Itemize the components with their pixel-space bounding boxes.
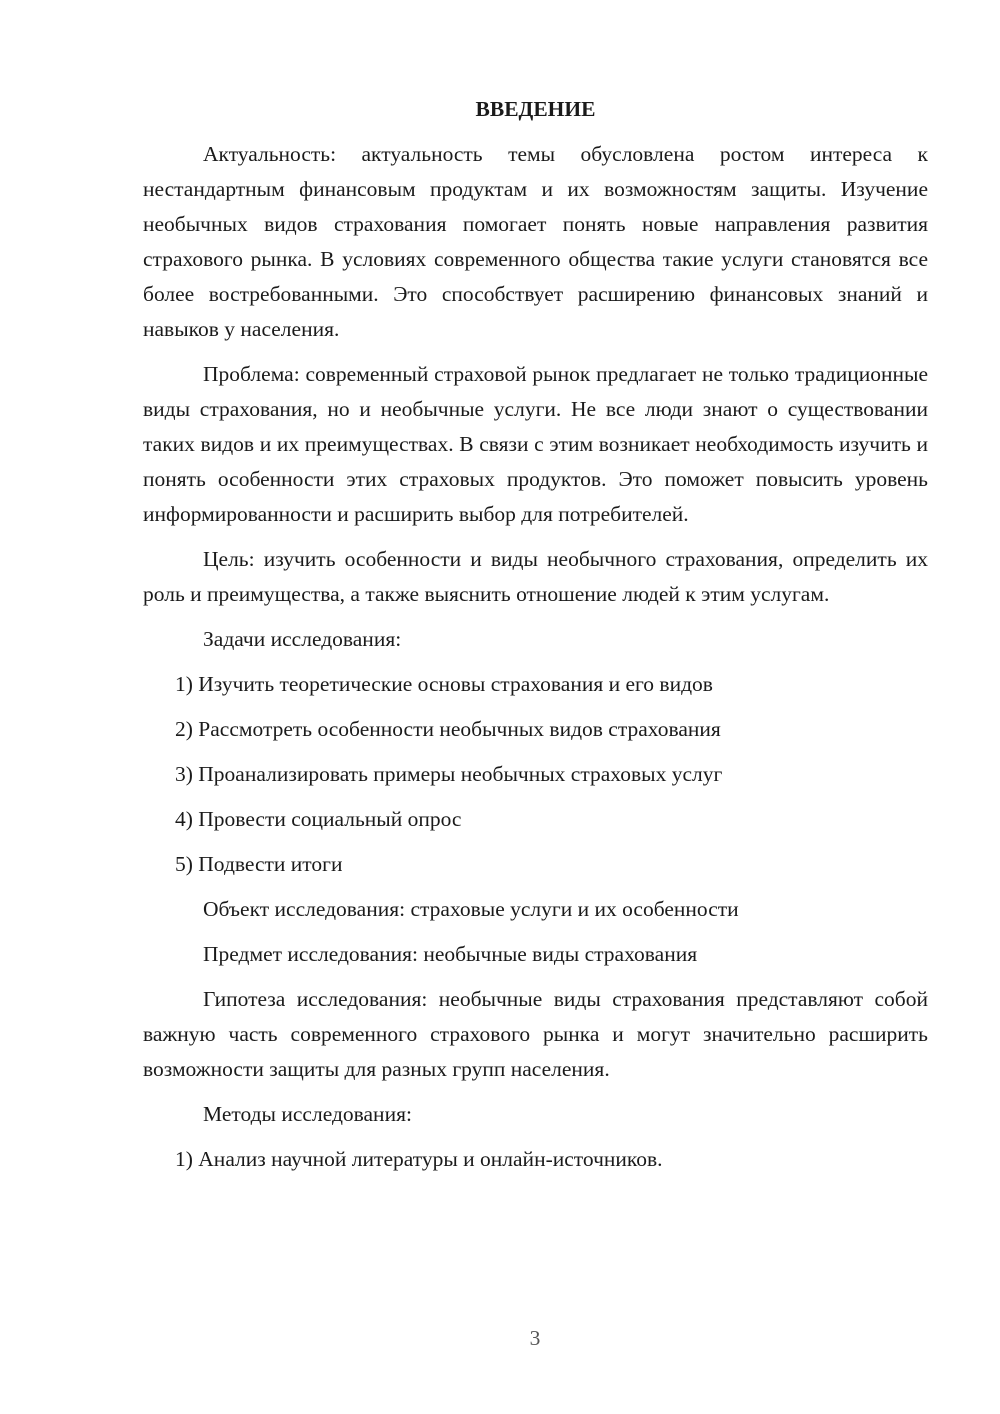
page-number: 3 <box>529 1326 541 1350</box>
goal-paragraph: Цель: изучить особенности и виды необычного страхования, определить их роль и преимущества, а также выяснить отношение людей к этим услугам. <box>143 547 928 606</box>
document-page <box>143 92 928 1187</box>
hypothesis-paragraph: Гипотеза исследования: необычные виды страхования представляют собой важную часть современного страхового рынка и могут значительно расширить возможности защиты для разных групп населения. <box>143 987 928 1081</box>
task-item-5: 5) Подвести итоги <box>175 852 343 876</box>
task-item-4: 4) Провести социальный опрос <box>175 807 462 831</box>
problem-paragraph: Проблема: современный страховой рынок предлагает не только традиционные виды страхования, но и необычные услуги. Не все люди знают о существовании таких видов и их преимуществах. В связи с этим возникает необходимость изучить и понять особенности этих страховых продуктов. Это поможет повысить уровень информированности и расширить выбор для потребителей. <box>143 362 928 526</box>
methods-heading: Методы исследования: <box>203 1102 412 1126</box>
research-subject: Предмет исследования: необычные виды страхования <box>203 942 698 966</box>
tasks-heading: Задачи исследования: <box>203 627 402 651</box>
task-item-1: 1) Изучить теоретические основы страхования и его видов <box>175 672 713 696</box>
research-object: Объект исследования: страховые услуги и их особенности <box>203 897 739 921</box>
task-item-3: 3) Проанализировать примеры необычных страховых услуг <box>175 762 723 786</box>
page-title: ВВЕДЕНИЕ <box>475 97 596 121</box>
method-item-1: 1) Анализ научной литературы и онлайн-источников. <box>175 1147 663 1171</box>
task-item-2: 2) Рассмотреть особенности необычных видов страхования <box>175 717 721 741</box>
relevance-paragraph: Актуальность: актуальность темы обусловлена ростом интереса к нестандартным финансовым продуктам и их возможностям защиты. Изучение необычных видов страхования помогает понять новые направления развития страхового рынка. В условиях современного общества такие услуги становятся все более востребованными. Это способствует расширению финансовых знаний и навыков у населения. <box>143 142 928 341</box>
